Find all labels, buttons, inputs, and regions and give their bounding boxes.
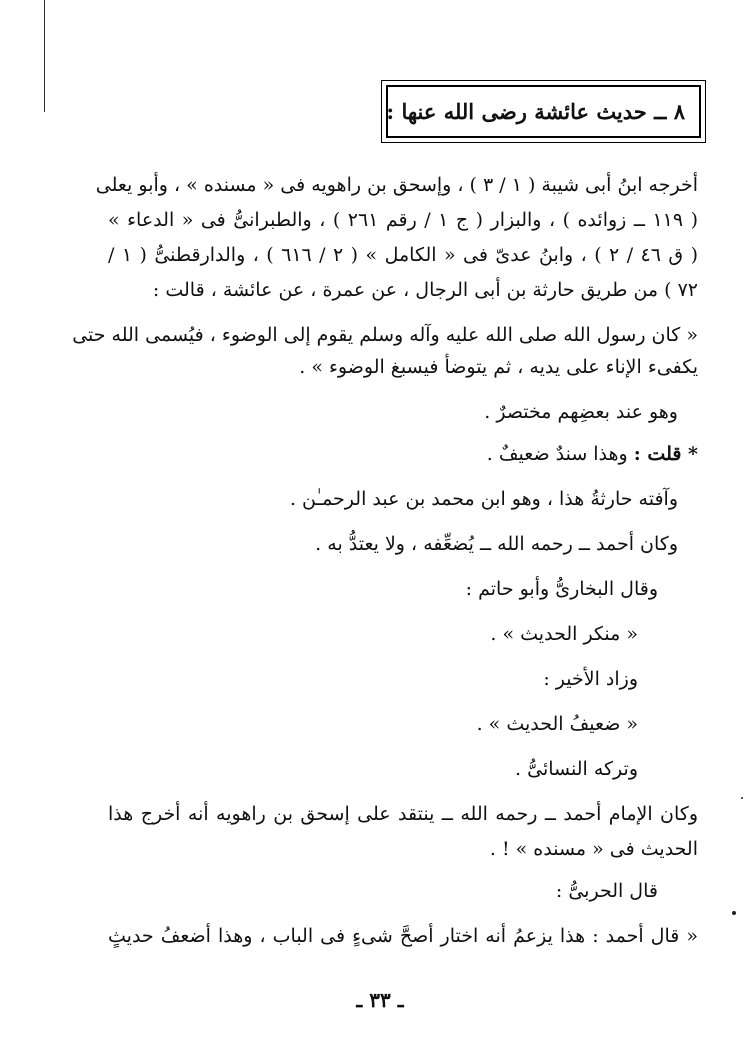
page-number: ـ ٣٣ ـ bbox=[356, 988, 404, 1012]
paragraph1-line: ٧٢ ) من طريق حارثة بن أبى الرجال ، عن عمرة ، عن عائشة ، قالت : bbox=[152, 279, 698, 301]
hadith-line: « كان رسول الله صلى الله عليه وآله وسلم يقوم إلى الوضوء ، فيُسمى الله حتى bbox=[72, 324, 698, 346]
section-title-box bbox=[381, 80, 706, 143]
hadith-line: يكفىء الإناء على يديه ، ثم يتوضأ فيسبغ الوضوء » . bbox=[299, 356, 698, 378]
imam-ahmad-line: الحديث فى « مسنده » ! . bbox=[489, 838, 698, 860]
note-line: وتركه النسائىُّ . bbox=[515, 758, 638, 780]
note-line: وزاد الأخير : bbox=[543, 668, 638, 690]
scan-speck bbox=[741, 797, 743, 799]
scan-speck bbox=[732, 911, 736, 915]
note-line: وآفته حارثةُ هذا ، وهو ابن محمد بن عبد الرحمـٰن . bbox=[289, 488, 678, 510]
section-title: ٨ ــ حديث عائشة رضى الله عنها : bbox=[386, 99, 685, 124]
note-line: وقال البخارىُّ وأبو حاتم : bbox=[465, 578, 658, 600]
margin-rule bbox=[44, 0, 45, 112]
paragraph1-line: ( ق ٤٦ / ٢ ) ، وابنُ عدىّ فى « الكامل » ( ٢ / ٦١٦ ) ، والدارقطنىُّ ( ١ / bbox=[108, 244, 698, 266]
last-line: « قال أحمد : هذا يزعمُ أنه اختار أصحَّ شىءٍ فى الباب ، وهذا أضعفُ حديثٍ bbox=[108, 925, 698, 947]
imam-ahmad-line: وكان الإمام أحمد ــ رحمه الله ــ ينتقد على إسحق بن راهويه أنه أخرج هذا bbox=[108, 803, 698, 825]
note-line: « منكر الحديث » . bbox=[490, 623, 638, 645]
paragraph1-line: أخرجه ابنُ أبى شيبة ( ١ / ٣ ) ، وإسحق بن راهويه فى « مسنده » ، وأبو يعلى bbox=[95, 174, 698, 196]
harbi-label: قال الحربىُّ : bbox=[555, 880, 658, 902]
qult-label: * قلت : bbox=[633, 443, 698, 465]
abridged-note: وهو عند بعضِهم مختصرٌ . bbox=[484, 401, 678, 423]
qult-text: وهذا سندٌ ضعيفٌ . bbox=[486, 443, 628, 465]
section-title-inner-frame bbox=[386, 85, 701, 138]
note-line: « ضعيفُ الحديث » . bbox=[476, 713, 638, 735]
paragraph1-line: ( ١١٩ ــ زوائده ) ، والبزار ( ج ١ / رقم ٢٦١ ) ، والطبرانىُّ فى « الدعاء » bbox=[108, 209, 698, 231]
qult-statement bbox=[487, 439, 698, 469]
note-line: وكان أحمد ــ رحمه الله ــ يُضعِّفه ، ولا يعتدُّ به . bbox=[315, 533, 678, 555]
